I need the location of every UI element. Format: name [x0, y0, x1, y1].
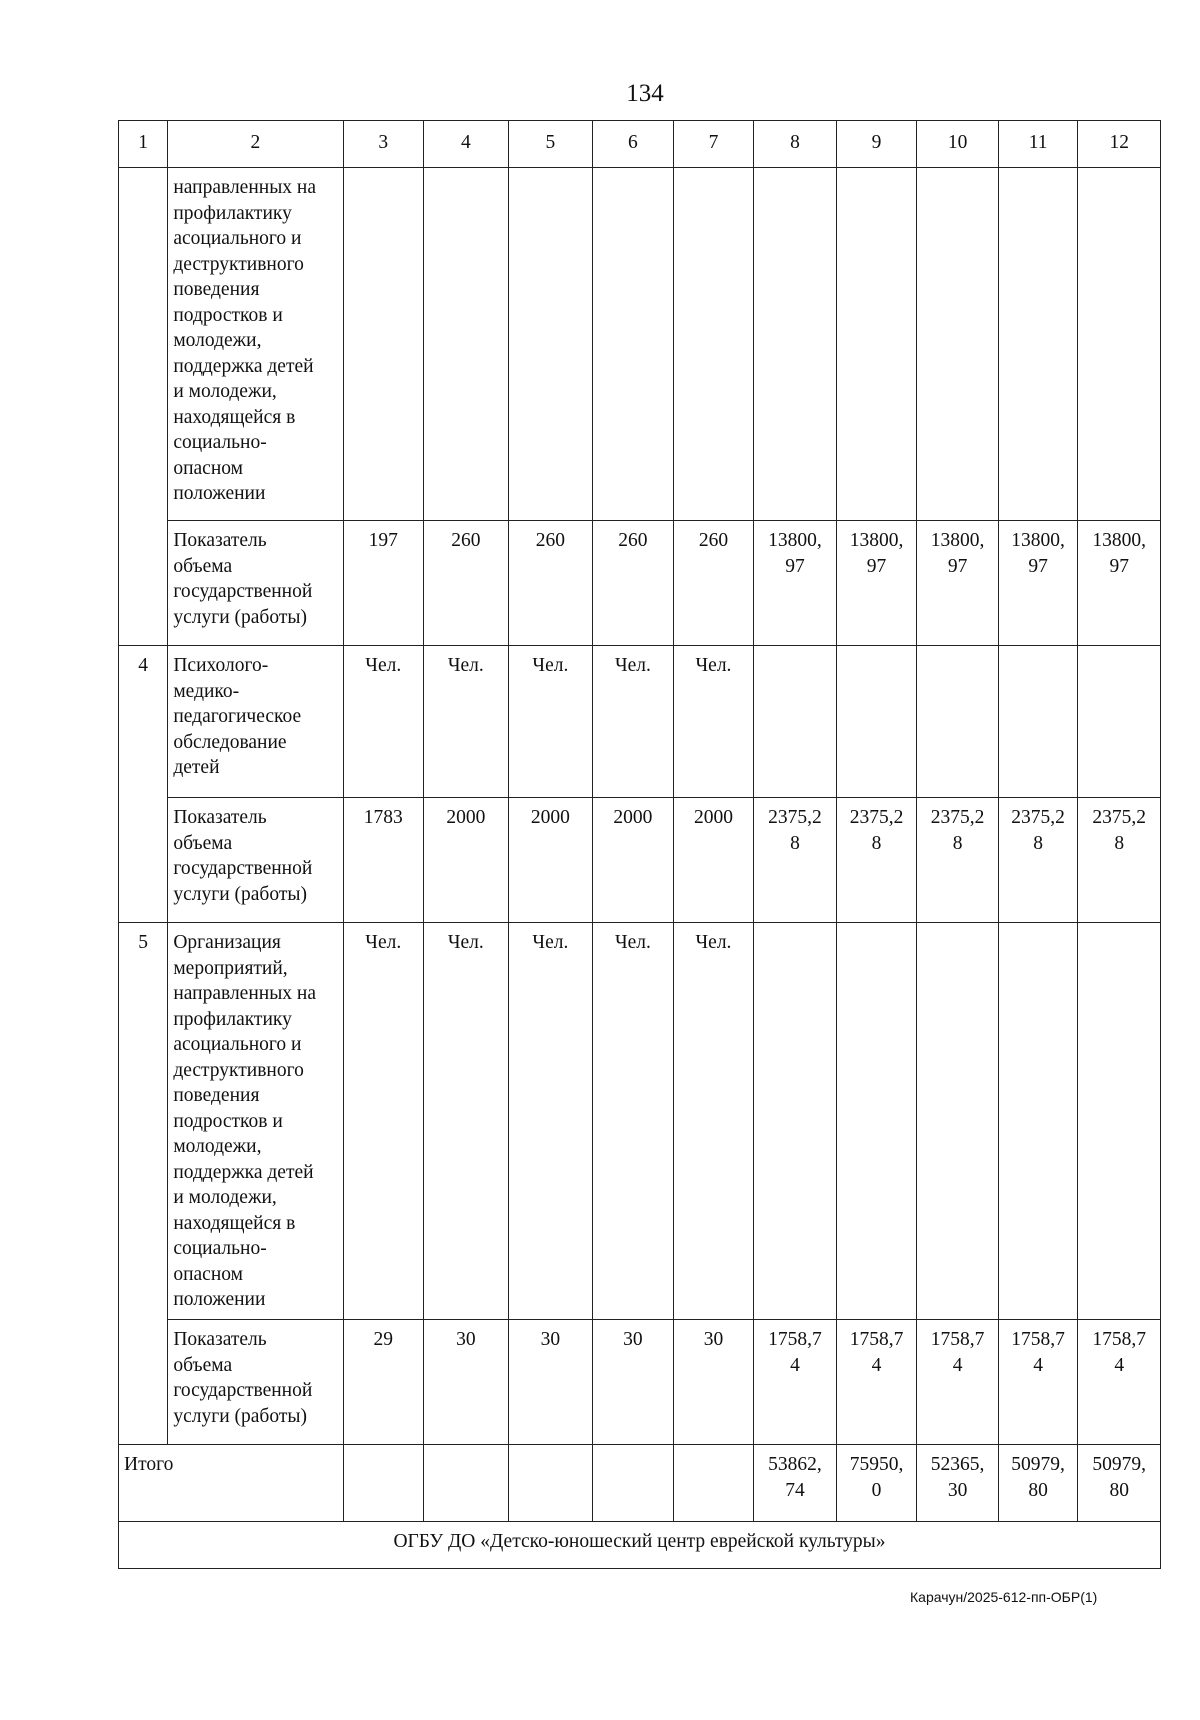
data-table — [118, 120, 1161, 1569]
cell-col-8: 13800, 97 — [754, 521, 837, 646]
cell-col-11 — [998, 646, 1078, 798]
total-cell-col-3 — [343, 1445, 424, 1522]
row-name: Показатель объема государственной услуги (работы) — [168, 521, 343, 646]
cell-col-5: Чел. — [508, 646, 593, 798]
total-row — [119, 1445, 1161, 1522]
row-number: 5 — [119, 923, 168, 1445]
cell-col-10: 2375,2 8 — [917, 798, 999, 923]
cell-col-12: 13800, 97 — [1078, 521, 1161, 646]
table-row — [119, 798, 1161, 923]
cell-col-10: 13800, 97 — [917, 521, 999, 646]
cell-col-3: 197 — [343, 521, 424, 646]
cell-col-12: 2375,2 8 — [1078, 798, 1161, 923]
total-cell-col-4 — [424, 1445, 509, 1522]
column-header-5: 5 — [508, 121, 593, 168]
cell-col-12 — [1078, 168, 1161, 521]
total-cell-col-12: 50979, 80 — [1078, 1445, 1161, 1522]
column-header-4: 4 — [424, 121, 509, 168]
total-cell-col-5 — [508, 1445, 593, 1522]
cell-col-6: 2000 — [593, 798, 674, 923]
organization-row — [119, 1522, 1161, 1569]
cell-col-3: Чел. — [343, 646, 424, 798]
cell-col-9: 2375,2 8 — [836, 798, 917, 923]
table-row — [119, 923, 1161, 1320]
total-cell-col-7 — [673, 1445, 754, 1522]
cell-col-5 — [508, 168, 593, 521]
cell-col-7: Чел. — [673, 646, 754, 798]
table-header-row — [119, 121, 1161, 168]
total-cell-col-6 — [593, 1445, 674, 1522]
cell-col-10 — [917, 646, 999, 798]
cell-col-3: Чел. — [343, 923, 424, 1320]
cell-col-11 — [998, 923, 1078, 1320]
cell-col-3 — [343, 168, 424, 521]
cell-col-6: 30 — [593, 1320, 674, 1445]
column-header-8: 8 — [754, 121, 837, 168]
cell-col-6: Чел. — [593, 646, 674, 798]
table-row — [119, 168, 1161, 521]
cell-col-10: 1758,7 4 — [917, 1320, 999, 1445]
cell-col-9: 13800, 97 — [836, 521, 917, 646]
row-number: 4 — [119, 646, 168, 923]
column-header-11: 11 — [998, 121, 1078, 168]
cell-col-5: 260 — [508, 521, 593, 646]
cell-col-6: 260 — [593, 521, 674, 646]
cell-col-11: 2375,2 8 — [998, 798, 1078, 923]
cell-col-6: Чел. — [593, 923, 674, 1320]
cell-col-7: Чел. — [673, 923, 754, 1320]
row-number — [119, 168, 168, 646]
table-body — [119, 121, 1161, 1569]
cell-col-11 — [998, 168, 1078, 521]
organization-name: ОГБУ ДО «Детско-юношеский центр еврейской культуры» — [119, 1522, 1161, 1569]
cell-col-8 — [754, 646, 837, 798]
cell-col-8: 1758,7 4 — [754, 1320, 837, 1445]
column-header-3: 3 — [343, 121, 424, 168]
cell-col-4: 30 — [424, 1320, 509, 1445]
cell-col-11: 1758,7 4 — [998, 1320, 1078, 1445]
cell-col-5: 30 — [508, 1320, 593, 1445]
cell-col-10 — [917, 923, 999, 1320]
cell-col-3: 1783 — [343, 798, 424, 923]
cell-col-7 — [673, 168, 754, 521]
row-name: Показатель объема государственной услуги (работы) — [168, 1320, 343, 1445]
cell-col-3: 29 — [343, 1320, 424, 1445]
total-cell-col-9: 75950, 0 — [836, 1445, 917, 1522]
table-row — [119, 521, 1161, 646]
cell-col-5: 2000 — [508, 798, 593, 923]
cell-col-4: 2000 — [424, 798, 509, 923]
column-header-12: 12 — [1078, 121, 1161, 168]
column-header-2: 2 — [168, 121, 343, 168]
total-label: Итого — [119, 1445, 344, 1522]
row-name: направленных на профилактику асоциального и деструктивного поведения подростков и молодежи, поддержка детей и молодежи, находящейся в социально- опасном положении — [168, 168, 343, 521]
cell-col-4: Чел. — [424, 646, 509, 798]
cell-col-12 — [1078, 923, 1161, 1320]
table-row — [119, 1320, 1161, 1445]
column-header-9: 9 — [836, 121, 917, 168]
total-cell-col-10: 52365, 30 — [917, 1445, 999, 1522]
cell-col-4 — [424, 168, 509, 521]
cell-col-7: 260 — [673, 521, 754, 646]
cell-col-4: 260 — [424, 521, 509, 646]
document-code: Карачун/2025-612-пп-ОБР(1) — [910, 1589, 1098, 1605]
cell-col-9 — [836, 646, 917, 798]
cell-col-9 — [836, 168, 917, 521]
cell-col-5: Чел. — [508, 923, 593, 1320]
column-header-6: 6 — [593, 121, 674, 168]
page-number: 134 — [626, 80, 664, 107]
cell-col-7: 2000 — [673, 798, 754, 923]
cell-col-9: 1758,7 4 — [836, 1320, 917, 1445]
cell-col-6 — [593, 168, 674, 521]
cell-col-12: 1758,7 4 — [1078, 1320, 1161, 1445]
cell-col-11: 13800, 97 — [998, 521, 1078, 646]
cell-col-7: 30 — [673, 1320, 754, 1445]
column-header-1: 1 — [119, 121, 168, 168]
total-cell-col-11: 50979, 80 — [998, 1445, 1078, 1522]
table-row — [119, 646, 1161, 798]
cell-col-4: Чел. — [424, 923, 509, 1320]
cell-col-8 — [754, 923, 837, 1320]
cell-col-8: 2375,2 8 — [754, 798, 837, 923]
row-name: Организация мероприятий, направленных на профилактику асоциального и деструктивного поведения подростков и молодежи, поддержка детей и молодежи, находящейся в социально- опасном положении — [168, 923, 343, 1320]
cell-col-9 — [836, 923, 917, 1320]
total-cell-col-8: 53862, 74 — [754, 1445, 837, 1522]
column-header-10: 10 — [917, 121, 999, 168]
cell-col-8 — [754, 168, 837, 521]
column-header-7: 7 — [673, 121, 754, 168]
cell-col-12 — [1078, 646, 1161, 798]
row-name: Показатель объема государственной услуги (работы) — [168, 798, 343, 923]
cell-col-10 — [917, 168, 999, 521]
row-name: Психолого- медико- педагогическое обследование детей — [168, 646, 343, 798]
